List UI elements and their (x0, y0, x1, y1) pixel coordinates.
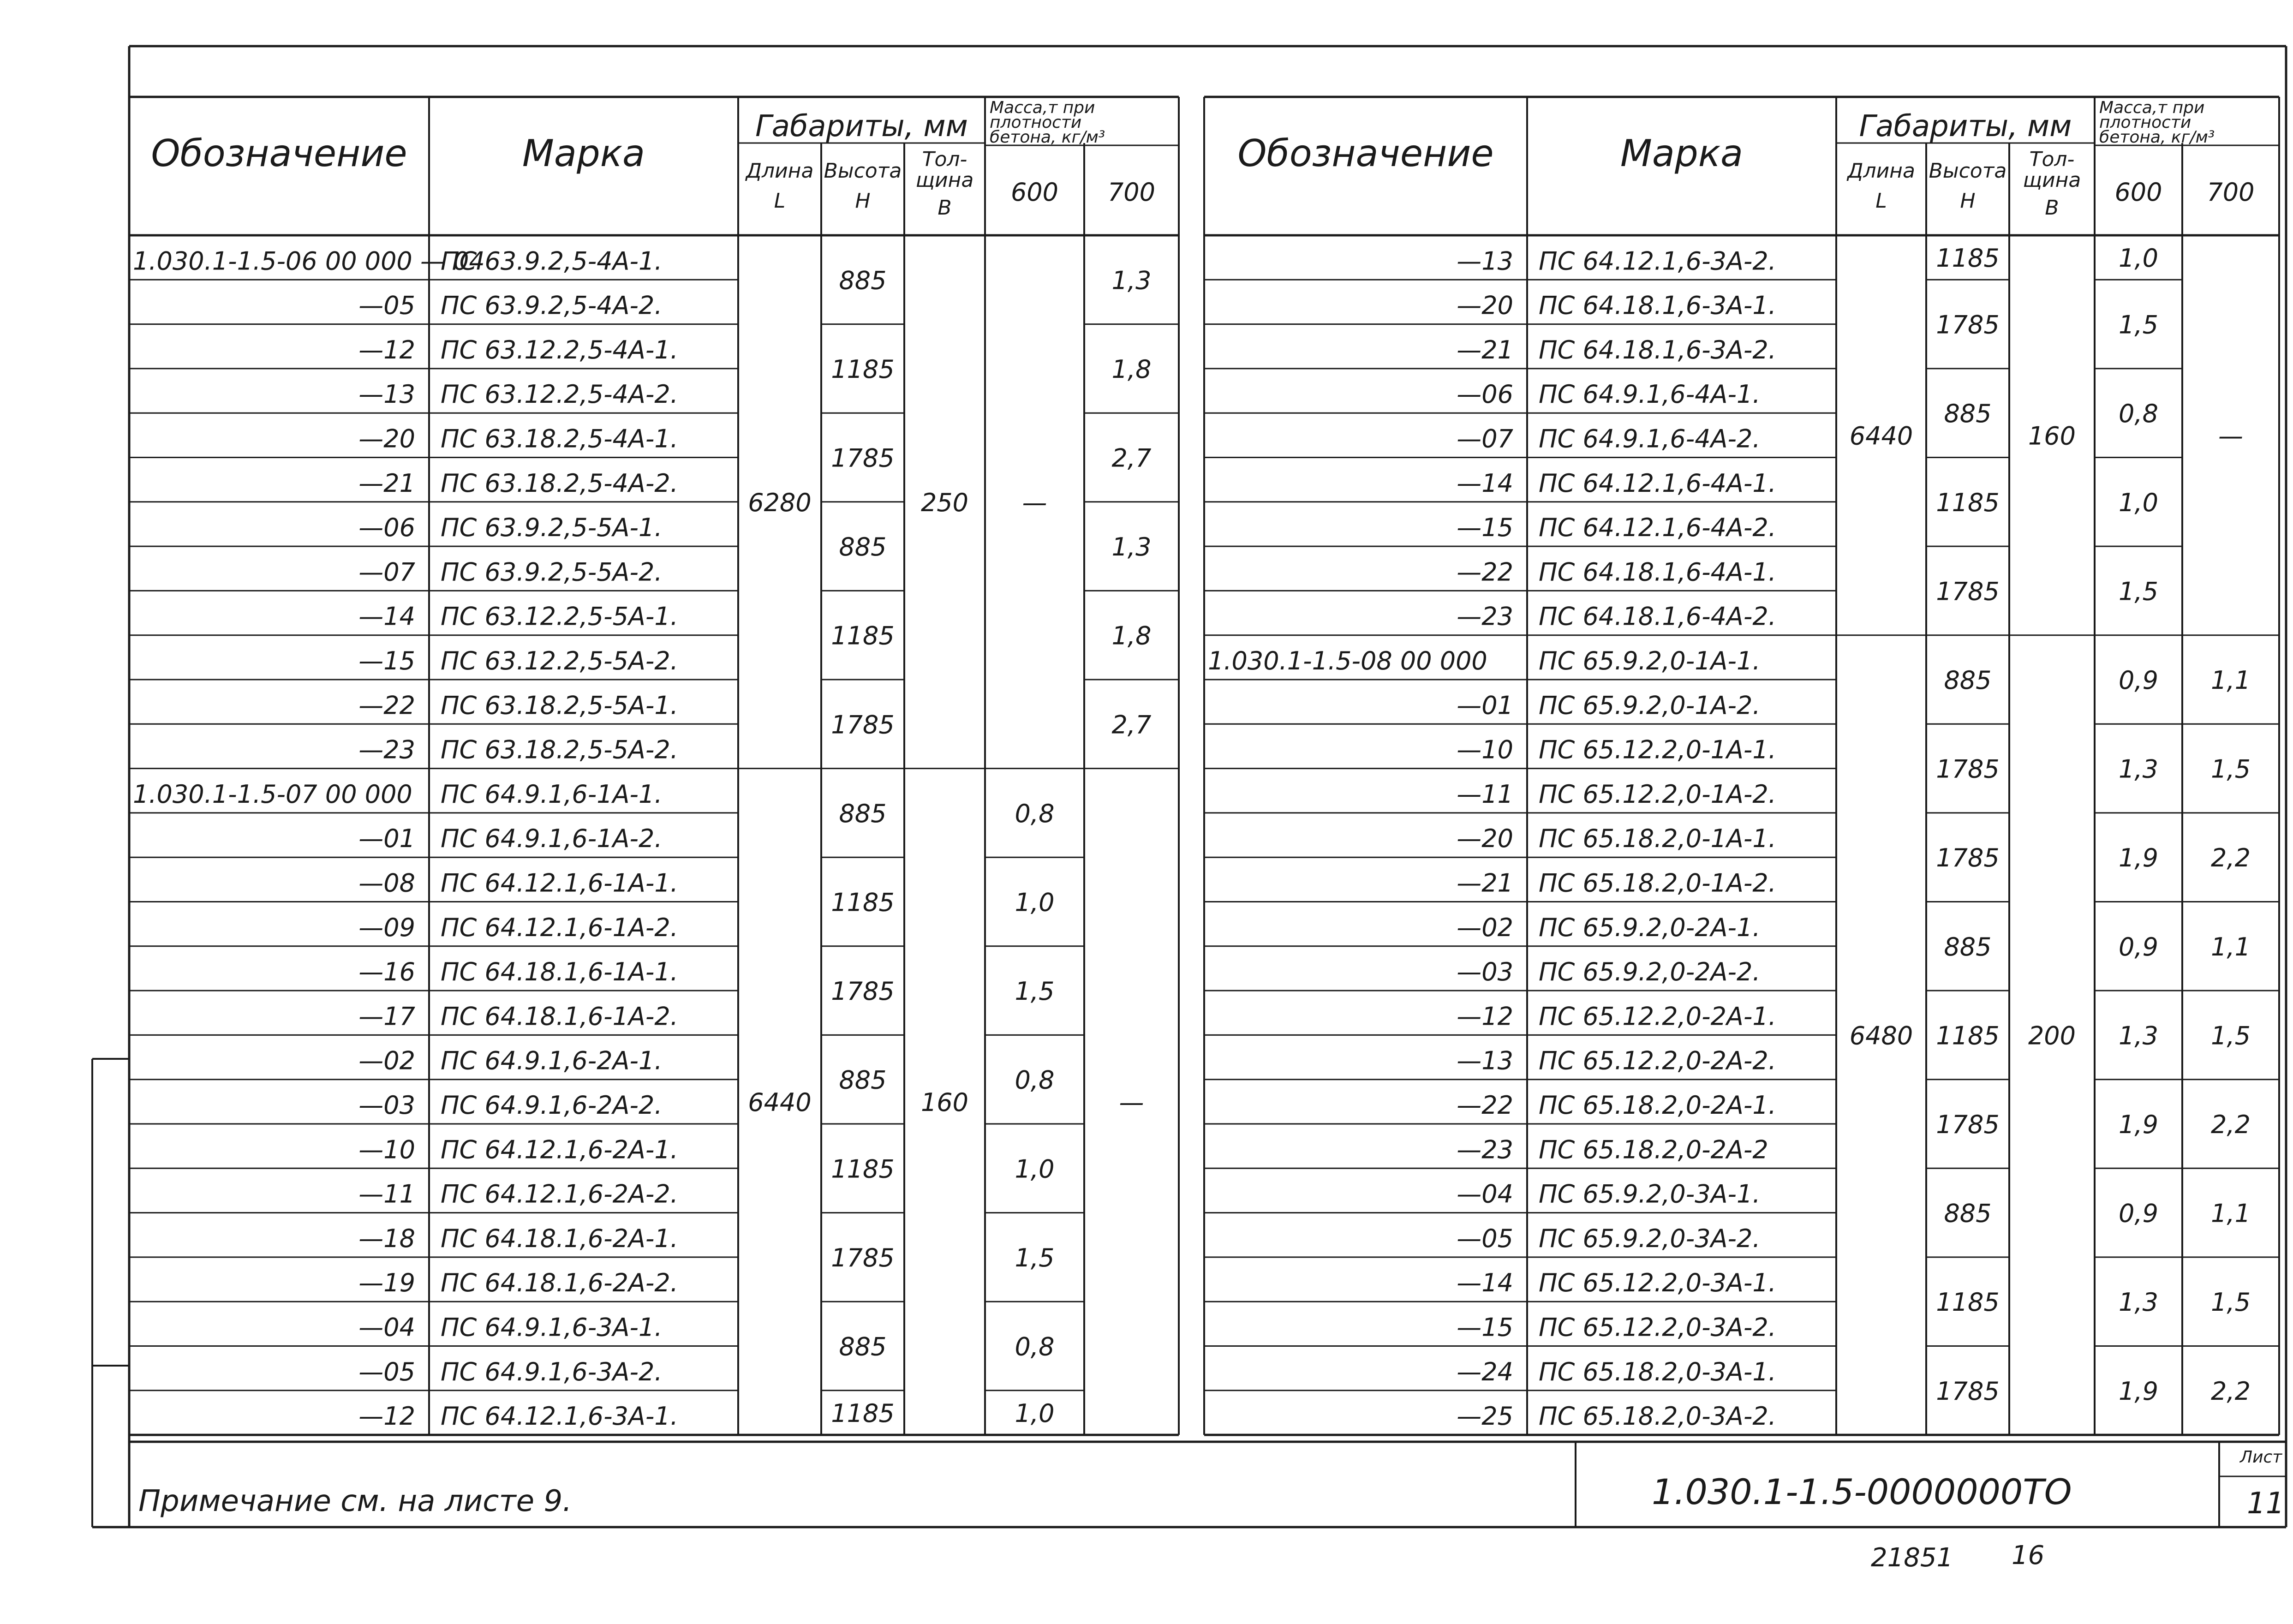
header-height-symbol: H (855, 189, 871, 213)
cell-mass-600: 1,3 (2119, 1021, 2158, 1051)
sheet-label: Лист (2240, 1448, 2282, 1467)
header-thickness-part2: щина (2023, 168, 2081, 192)
header-dimensions: Габариты, мм (755, 109, 968, 143)
row-designation: —04 (358, 1313, 415, 1342)
header-thickness-part1: Тол- (2029, 148, 2075, 171)
cell-mass-700: 2,2 (2211, 843, 2251, 873)
row-designation: —21 (1457, 335, 1513, 364)
row-mark: ПС 64.12.1,6-1А-1. (441, 868, 678, 898)
cell-mass-700: 1,8 (1111, 621, 1152, 651)
row-designation: —22 (358, 691, 415, 720)
header-mass-700: 700 (1107, 178, 1156, 207)
row-mark: ПС 64.12.1,6-4А-2. (1539, 513, 1776, 543)
cell-mass-700: 1,5 (2211, 754, 2251, 784)
row-designation: —12 (358, 1402, 415, 1431)
cell-mass-600: 1,0 (1015, 1398, 1055, 1428)
cell-mass-600: 0,9 (2119, 666, 2158, 695)
row-designation: —24 (1457, 1357, 1513, 1386)
row-designation: —23 (1457, 1135, 1513, 1164)
row-designation: —07 (358, 557, 415, 587)
row-designation: 1.030.1-1.5-06 00 000 — 04 (133, 246, 485, 276)
cell-height: 1785 (1936, 754, 2000, 784)
row-mark: ПС 63.18.2,5-5А-1. (441, 691, 678, 720)
cell-mass-600: 1,0 (2119, 244, 2158, 273)
row-designation: —01 (358, 824, 415, 854)
row-mark: ПС 63.9.2,5-4А-2. (441, 291, 663, 320)
row-designation: —21 (358, 468, 415, 498)
row-designation: —05 (358, 291, 415, 320)
cell-height: 1785 (831, 1243, 895, 1272)
row-mark: ПС 64.18.1,6-3А-2. (1539, 335, 1776, 364)
cell-height: 1785 (831, 443, 895, 473)
row-designation: —13 (358, 380, 415, 409)
cell-height: 885 (839, 1065, 887, 1095)
row-designation: —10 (358, 1135, 415, 1164)
row-designation: —03 (358, 1091, 415, 1120)
cell-height: 1185 (831, 1154, 895, 1184)
cell-mass-600: 1,3 (2119, 1288, 2158, 1317)
header-height: Высота (1929, 159, 2007, 183)
cell-height: 1185 (831, 1398, 895, 1428)
cell-mass-600: 0,8 (1015, 799, 1055, 828)
archive-number: 21851 (1871, 1543, 1953, 1573)
header-mass-line: Масса,т при (2099, 98, 2205, 117)
cell-height: 1785 (831, 977, 895, 1006)
row-designation: —14 (1457, 1268, 1513, 1298)
row-mark: ПС 64.9.1,6-4А-1. (1539, 380, 1761, 409)
row-designation: —25 (1457, 1402, 1513, 1431)
cell-mass-600: 1,9 (2119, 1110, 2158, 1139)
cell-height: 885 (839, 799, 887, 828)
sheet-number: 11 (2247, 1487, 2285, 1521)
cell-mass-700: 2,2 (2211, 1110, 2251, 1139)
row-mark: ПС 65.12.2,0-3А-2. (1539, 1313, 1776, 1342)
row-mark: ПС 64.12.1,6-3А-1. (441, 1402, 678, 1431)
row-designation: —09 (358, 913, 415, 942)
row-mark: ПС 64.9.1,6-1А-2. (441, 824, 663, 854)
row-designation: —20 (358, 424, 415, 454)
cell-mass-700: 2,7 (1111, 710, 1152, 740)
row-mark: ПС 64.9.1,6-2А-1. (441, 1046, 663, 1075)
header-length: Длина (746, 159, 814, 183)
row-designation: —20 (1457, 291, 1513, 320)
row-mark: ПС 63.12.2,5-5А-2. (441, 646, 678, 675)
header-mass-line: Масса,т при (990, 98, 1095, 117)
cell-mass-700: 1,1 (2211, 666, 2251, 695)
row-designation: —15 (358, 646, 415, 675)
row-mark: ПС 65.12.2,0-1А-1. (1539, 735, 1776, 764)
cell-height: 1785 (831, 710, 895, 740)
row-designation: —21 (1457, 868, 1513, 898)
cell-mass-600: 0,8 (1015, 1065, 1055, 1095)
cell-mass-700: 1,3 (1111, 266, 1152, 295)
row-mark: ПС 65.18.2,0-2А-2 (1539, 1135, 1768, 1164)
row-mark: ПС 64.18.1,6-2А-1. (441, 1224, 678, 1253)
cell-height: 1785 (1936, 1110, 2000, 1139)
cell-length: 6480 (1849, 1021, 1913, 1051)
cell-height: 885 (1944, 666, 1992, 695)
cell-thickness: 160 (2028, 421, 2076, 451)
row-mark: ПС 65.18.2,0-3А-2. (1539, 1402, 1776, 1431)
header-height: Высота (824, 159, 902, 183)
row-mark: ПС 64.18.1,6-1А-1. (441, 957, 678, 987)
cell-mass-700: — (2218, 421, 2243, 451)
header-height-symbol: H (1960, 189, 1976, 213)
cell-mass-700: 1,1 (2211, 1199, 2251, 1228)
row-designation: —23 (1457, 602, 1513, 631)
header-mass-line: бетона, кг/м³ (990, 128, 1105, 147)
header-length-symbol: L (1875, 189, 1887, 213)
row-mark: ПС 63.9.2,5-5А-2. (441, 557, 663, 587)
row-designation: —02 (1457, 913, 1513, 942)
row-mark: ПС 65.18.2,0-1А-2. (1539, 868, 1776, 898)
row-mark: ПС 63.18.2,5-5А-2. (441, 735, 678, 764)
row-designation: —17 (358, 1002, 415, 1031)
row-designation: —01 (1457, 691, 1513, 720)
cell-mass-600: 1,0 (1015, 888, 1055, 917)
row-designation: 1.030.1-1.5-07 00 000 (133, 779, 412, 809)
row-mark: ПС 64.18.1,6-2А-2. (441, 1268, 678, 1298)
row-mark: ПС 65.9.2,0-3А-2. (1539, 1224, 1761, 1253)
row-designation: —22 (1457, 557, 1513, 587)
cell-height: 1785 (1936, 1376, 2000, 1406)
row-designation: —13 (1457, 1046, 1513, 1075)
row-mark: ПС 65.9.2,0-2А-2. (1539, 957, 1761, 987)
header-thickness-symbol: B (938, 196, 952, 220)
cell-mass-700: 2,2 (2211, 1376, 2251, 1406)
header-mass-line: бетона, кг/м³ (2099, 128, 2215, 147)
row-mark: ПС 64.12.1,6-3А-2. (1539, 246, 1776, 276)
row-designation: —14 (358, 602, 415, 631)
header-designation: Обозначение (1237, 132, 1494, 175)
cell-mass-700: — (1119, 1087, 1144, 1117)
cell-mass-600: 1,0 (2119, 488, 2158, 517)
cell-mass-600: 0,9 (2119, 932, 2158, 961)
row-designation: —06 (358, 513, 415, 543)
cell-mass-600: 1,5 (1015, 1243, 1055, 1272)
row-mark: ПС 64.12.1,6-2А-1. (441, 1135, 678, 1164)
cell-height: 1185 (831, 621, 895, 651)
row-mark: ПС 65.12.2,0-1А-2. (1539, 779, 1776, 809)
row-designation: —04 (1457, 1179, 1513, 1209)
row-mark: ПС 64.12.1,6-4А-1. (1539, 468, 1776, 498)
row-mark: ПС 63.9.2,5-4А-1. (441, 246, 663, 276)
cell-mass-600: 1,0 (1015, 1154, 1055, 1184)
header-mark: Марка (522, 132, 645, 175)
cell-height: 885 (1944, 399, 1992, 429)
cell-thickness: 160 (920, 1087, 969, 1117)
row-mark: ПС 64.9.1,6-3А-1. (441, 1313, 663, 1342)
row-designation: —15 (1457, 1313, 1513, 1342)
row-designation: —23 (358, 735, 415, 764)
header-mass-line: плотности (2099, 113, 2191, 132)
header-length: Длина (1847, 159, 1915, 183)
header-mass-line: плотности (990, 113, 1082, 132)
cell-height: 1185 (1936, 1021, 2000, 1051)
cell-height: 1785 (1936, 843, 2000, 873)
row-mark: ПС 64.18.1,6-3А-1. (1539, 291, 1776, 320)
cell-length: 6440 (748, 1087, 812, 1117)
sheet-content (133, 98, 2255, 1431)
cell-mass-700: 1,1 (2211, 932, 2251, 961)
cell-mass-700: 1,5 (2211, 1288, 2251, 1317)
header-thickness-symbol: B (2045, 196, 2059, 220)
cell-thickness: 200 (2028, 1021, 2076, 1051)
row-mark: ПС 64.18.1,6-1А-2. (441, 1002, 678, 1031)
row-designation: —05 (358, 1357, 415, 1386)
row-mark: ПС 64.9.1,6-2А-2. (441, 1091, 663, 1120)
cell-mass-600: 1,5 (2119, 310, 2158, 340)
cell-height: 885 (839, 266, 887, 295)
cell-mass-700: 2,7 (1111, 443, 1152, 473)
cell-mass-600: 1,3 (2119, 754, 2158, 784)
header-designation: Обозначение (151, 132, 407, 175)
row-mark: ПС 65.9.2,0-1А-1. (1539, 646, 1761, 675)
row-mark: ПС 65.18.2,0-1А-1. (1539, 824, 1776, 854)
row-mark: ПС 63.12.2,5-4А-2. (441, 380, 678, 409)
row-mark: ПС 65.18.2,0-2А-1. (1539, 1091, 1776, 1120)
row-mark: ПС 64.12.1,6-2А-2. (441, 1179, 678, 1209)
row-designation: —05 (1457, 1224, 1513, 1253)
cell-height: 1185 (1936, 244, 2000, 273)
row-mark: ПС 64.18.1,6-4А-1. (1539, 557, 1776, 587)
header-mark: Марка (1620, 132, 1744, 175)
row-mark: ПС 64.9.1,6-1А-1. (441, 779, 663, 809)
cell-length: 6280 (748, 488, 812, 517)
row-designation: —22 (1457, 1091, 1513, 1120)
cell-height: 1185 (1936, 1288, 2000, 1317)
row-designation: —20 (1457, 824, 1513, 854)
row-designation: —11 (1457, 779, 1513, 809)
row-designation: —12 (358, 335, 415, 364)
cell-mass-600: 0,8 (2119, 399, 2158, 429)
cell-height: 885 (839, 532, 887, 562)
row-mark: ПС 64.12.1,6-1А-2. (441, 913, 678, 942)
row-mark: ПС 64.18.1,6-4А-2. (1539, 602, 1776, 631)
row-mark: ПС 63.12.2,5-4А-1. (441, 335, 678, 364)
header-mass-600: 600 (1010, 178, 1059, 207)
row-designation: —16 (358, 957, 415, 987)
header-dimensions: Габариты, мм (1859, 109, 2072, 143)
row-mark: ПС 65.9.2,0-3А-1. (1539, 1179, 1761, 1209)
row-mark: ПС 63.9.2,5-5А-1. (441, 513, 663, 543)
row-mark: ПС 64.9.1,6-4А-2. (1539, 424, 1761, 454)
cell-height: 1785 (1936, 310, 2000, 340)
header-thickness-part1: Тол- (922, 148, 967, 171)
row-mark: ПС 65.9.2,0-2А-1. (1539, 913, 1761, 942)
row-mark: ПС 65.12.2,0-2А-1. (1539, 1002, 1776, 1031)
cell-mass-600: 1,9 (2119, 843, 2158, 873)
cell-mass-600: — (1022, 488, 1047, 517)
row-mark: ПС 65.12.2,0-3А-1. (1539, 1268, 1776, 1298)
row-mark: ПС 65.9.2,0-1А-2. (1539, 691, 1761, 720)
row-designation: —18 (358, 1224, 415, 1253)
row-designation: —02 (358, 1046, 415, 1075)
row-mark: ПС 65.12.2,0-2А-2. (1539, 1046, 1776, 1075)
row-designation: —11 (358, 1179, 415, 1209)
row-designation: —08 (358, 868, 415, 898)
row-designation: —14 (1457, 468, 1513, 498)
cell-mass-600: 1,5 (2119, 577, 2158, 606)
header-mass-700: 700 (2207, 178, 2255, 207)
cell-thickness: 250 (920, 488, 969, 517)
header-length-symbol: L (774, 189, 786, 213)
row-designation: —06 (1457, 380, 1513, 409)
cell-height: 1785 (1936, 577, 2000, 606)
row-mark: ПС 64.9.1,6-3А-2. (441, 1357, 663, 1386)
row-mark: ПС 63.18.2,5-4А-1. (441, 424, 678, 454)
page-number: 16 (2012, 1540, 2045, 1570)
row-mark: ПС 63.12.2,5-5А-1. (441, 602, 678, 631)
row-designation: 1.030.1-1.5-08 00 000 (1208, 646, 1487, 675)
row-mark: ПС 63.18.2,5-4А-2. (441, 468, 678, 498)
cell-mass-700: 1,5 (2211, 1021, 2251, 1051)
document-code: 1.030.1-1.5-0000000ТО (1652, 1471, 2072, 1512)
header-thickness-part2: щина (915, 168, 974, 192)
footer-note: Примечание см. на листе 9. (138, 1484, 572, 1518)
cell-height: 1185 (1936, 488, 2000, 517)
row-designation: —19 (358, 1268, 415, 1298)
row-designation: —15 (1457, 513, 1513, 543)
cell-mass-600: 0,9 (2119, 1199, 2158, 1228)
cell-mass-700: 1,8 (1111, 354, 1152, 384)
cell-mass-600: 0,8 (1015, 1332, 1055, 1361)
cell-height: 1185 (831, 354, 895, 384)
row-designation: —10 (1457, 735, 1513, 764)
cell-height: 885 (1944, 1199, 1992, 1228)
cell-height: 885 (839, 1332, 887, 1361)
header-mass-600: 600 (2114, 178, 2162, 207)
cell-mass-600: 1,5 (1015, 977, 1055, 1006)
row-designation: —03 (1457, 957, 1513, 987)
row-mark: ПС 65.18.2,0-3А-1. (1539, 1357, 1776, 1386)
cell-mass-600: 1,9 (2119, 1376, 2158, 1406)
cell-length: 6440 (1849, 421, 1913, 451)
cell-mass-700: 1,3 (1111, 532, 1152, 562)
cell-height: 1185 (831, 888, 895, 917)
cell-height: 885 (1944, 932, 1992, 961)
row-designation: —12 (1457, 1002, 1513, 1031)
row-designation: —07 (1457, 424, 1513, 454)
row-designation: —13 (1457, 246, 1513, 276)
